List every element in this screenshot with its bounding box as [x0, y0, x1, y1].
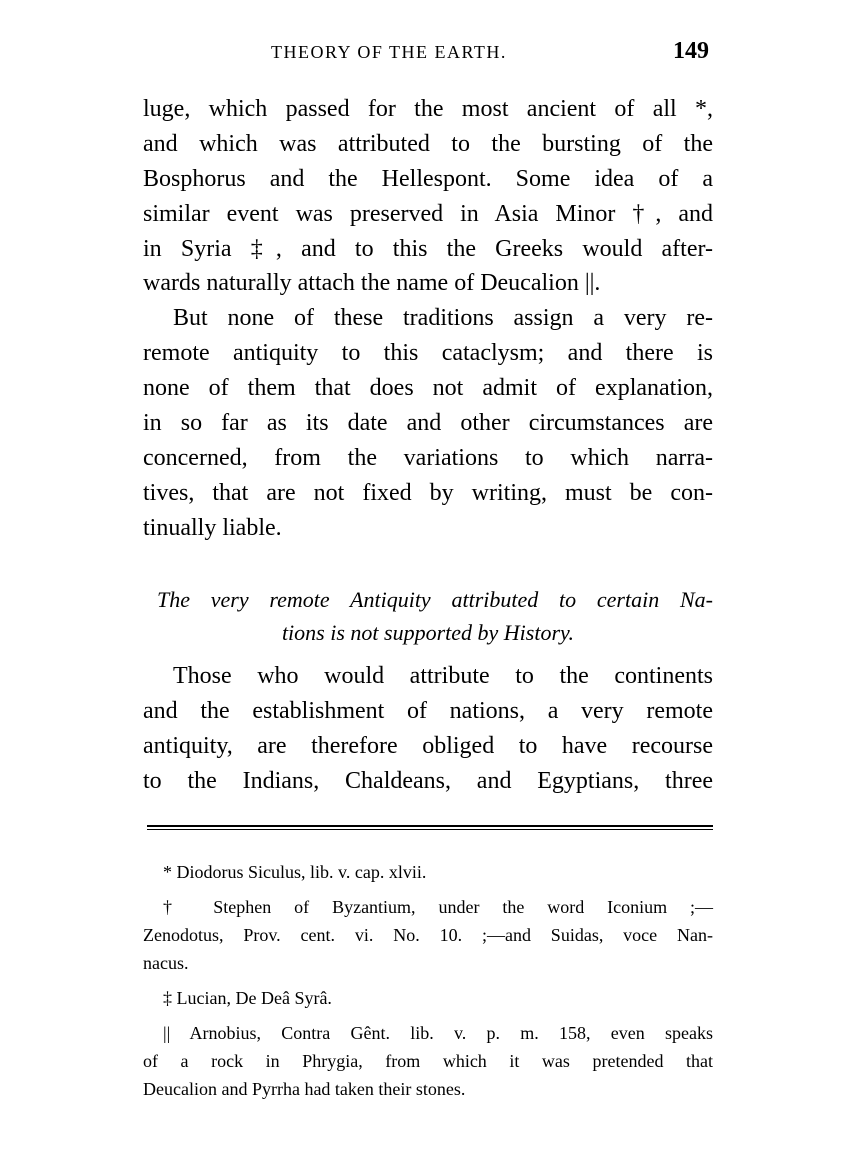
- text-line: concerned, from the variations to which narra-: [143, 444, 713, 471]
- footnote-divider: [147, 825, 713, 827]
- footnote: [143, 1019, 713, 1103]
- footnote: [143, 984, 713, 1012]
- text-line: and the establishment of nations, a very remote: [143, 697, 713, 724]
- text-line: remote antiquity to this cataclysm; and there is: [143, 340, 713, 367]
- footnote-line: nacus.: [143, 953, 189, 973]
- body-text-upper: [143, 92, 713, 546]
- page-number: 149: [673, 38, 709, 64]
- text-line: in Syria ‡, and to this the Greeks would after-: [143, 235, 713, 262]
- footnote-line: Zenodotus, Prov. cent. vi. No. 10. ;—and Suidas, voce Nan-: [143, 925, 713, 945]
- section-heading-line: The very remote Antiquity attributed to certain Na-: [157, 587, 713, 612]
- text-line: But none of these traditions assign a very re-: [173, 305, 713, 332]
- running-title: THEORY OF THE EARTH.: [271, 42, 507, 62]
- footnote-line: || Arnobius, Contra Gênt. lib. v. p. m. 158, even speaks: [163, 1023, 713, 1043]
- section-heading-line: tions is not supported by History.: [281, 620, 575, 645]
- footnote-line: † Stephen of Byzantium, under the word Iconium ;—: [163, 897, 713, 917]
- text-line: wards naturally attach the name of Deucalion ||.: [143, 270, 601, 297]
- text-line: antiquity, are therefore obliged to have recourse: [143, 732, 713, 759]
- footnote-line: * Diodorus Siculus, lib. v. cap. xlvii.: [163, 862, 427, 882]
- footnote-line: ‡ Lucian, De Deâ Syrâ.: [163, 988, 332, 1008]
- footnotes: [143, 858, 713, 1103]
- text-line: in so far as its date and other circumstances are: [143, 410, 713, 437]
- text-line: similar event was preserved in Asia Minor †, and: [143, 200, 713, 227]
- text-line: luge, which passed for the most ancient of all *,: [143, 96, 713, 122]
- text-line: to the Indians, Chaldeans, and Egyptians, three: [143, 767, 713, 794]
- footnote: [143, 858, 713, 886]
- section-heading: [143, 583, 713, 649]
- text-line: tives, that are not fixed by writing, must be con-: [143, 479, 713, 506]
- footnote-divider-thin: [147, 829, 713, 830]
- text-line: none of them that does not admit of explanation,: [143, 375, 713, 402]
- text-line: Bosphorus and the Hellespont. Some idea of a: [143, 165, 713, 192]
- footnote-line: of a rock in Phrygia, from which it was pretended that: [143, 1051, 713, 1071]
- text-line: and which was attributed to the bursting of the: [143, 130, 713, 157]
- text-line: Those who would attribute to the continents: [173, 663, 713, 689]
- footnote: [143, 893, 713, 977]
- body-text-lower: [143, 659, 713, 799]
- footnote-line: Deucalion and Pyrrha had taken their stones.: [143, 1079, 466, 1099]
- text-line: tinually liable.: [143, 514, 282, 541]
- page-header: [143, 38, 713, 68]
